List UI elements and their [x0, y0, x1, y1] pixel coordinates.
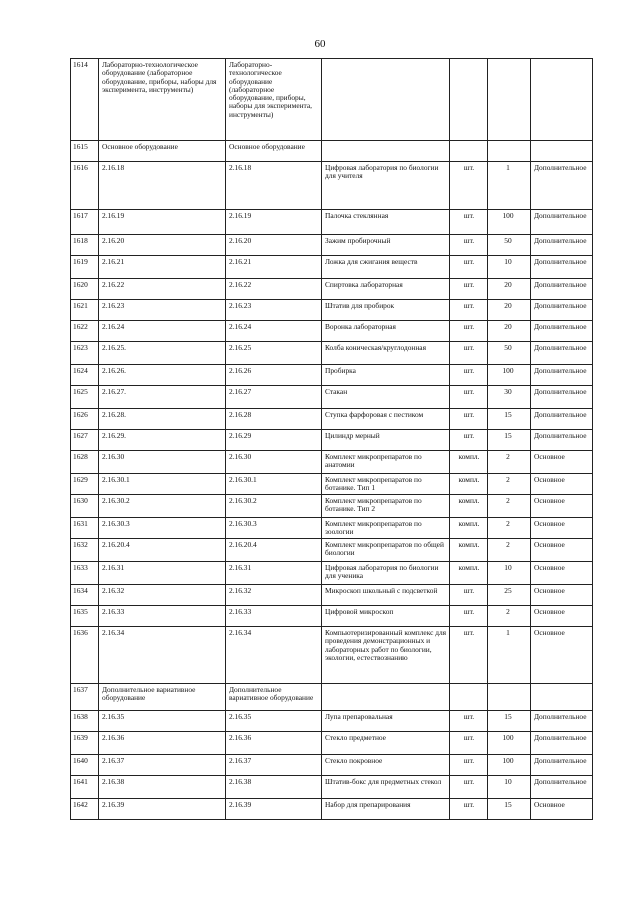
table-body: [71, 59, 593, 820]
unit-cell: шт.: [450, 755, 488, 776]
item-name-cell: Цилиндр мерный: [322, 430, 450, 451]
quantity-cell: 15: [488, 711, 531, 732]
quantity-cell: 10: [488, 256, 531, 279]
unit-cell: компл.: [450, 451, 488, 474]
row-number-cell: 1630: [71, 495, 99, 518]
row-number-cell: 1614: [71, 59, 99, 141]
row-number-cell: 1639: [71, 732, 99, 755]
unit-cell: шт.: [450, 162, 488, 210]
unit-cell: шт.: [450, 256, 488, 279]
table-row: [71, 495, 593, 518]
equipment-type-cell: Основное: [531, 627, 593, 684]
section-code-cell: 2.16.30.3: [99, 518, 226, 539]
item-name-cell: Комплект микропрепаратов по анатомии: [322, 451, 450, 474]
item-name-cell: Комплект микропрепаратов по ботанике. Тип 2: [322, 495, 450, 518]
equipment-type-cell: Дополнительное: [531, 162, 593, 210]
standard-code-cell: 2.16.20.4: [226, 539, 322, 562]
section-code-cell: Дополнительное вариативное оборудование: [99, 684, 226, 711]
row-number-cell: 1622: [71, 321, 99, 342]
standard-code-cell: Основное оборудование: [226, 141, 322, 162]
unit-cell: шт.: [450, 365, 488, 386]
standard-code-cell: 2.16.34: [226, 627, 322, 684]
table-row: [71, 342, 593, 365]
row-number-cell: 1621: [71, 300, 99, 321]
unit-cell: компл.: [450, 518, 488, 539]
section-code-cell: 2.16.24: [99, 321, 226, 342]
table-row: [71, 518, 593, 539]
equipment-type-cell: [531, 684, 593, 711]
row-number-cell: 1626: [71, 409, 99, 430]
equipment-type-cell: Дополнительное: [531, 365, 593, 386]
table-row: [71, 235, 593, 256]
item-name-cell: Цифровая лаборатория по биологии для учителя: [322, 162, 450, 210]
row-number-cell: 1615: [71, 141, 99, 162]
equipment-type-cell: Дополнительное: [531, 732, 593, 755]
section-code-cell: 2.16.33: [99, 606, 226, 627]
unit-cell: компл.: [450, 539, 488, 562]
table-row: [71, 279, 593, 300]
quantity-cell: 2: [488, 495, 531, 518]
item-name-cell: Ступка фарфоровая с пестиком: [322, 409, 450, 430]
quantity-cell: 2: [488, 606, 531, 627]
quantity-cell: 2: [488, 451, 531, 474]
standard-code-cell: 2.16.30.2: [226, 495, 322, 518]
standard-code-cell: 2.16.24: [226, 321, 322, 342]
quantity-cell: 2: [488, 539, 531, 562]
quantity-cell: [488, 141, 531, 162]
item-name-cell: Комплект микропрепаратов по ботанике. Тип 1: [322, 474, 450, 495]
unit-cell: шт.: [450, 799, 488, 820]
standard-code-cell: 2.16.19: [226, 210, 322, 235]
item-name-cell: [322, 684, 450, 711]
quantity-cell: 2: [488, 474, 531, 495]
section-code-cell: 2.16.36: [99, 732, 226, 755]
row-number-cell: 1624: [71, 365, 99, 386]
section-code-cell: 2.16.38: [99, 776, 226, 799]
quantity-cell: 50: [488, 235, 531, 256]
section-code-cell: 2.16.34: [99, 627, 226, 684]
table-row: [71, 141, 593, 162]
table-row: [71, 409, 593, 430]
table-row: [71, 300, 593, 321]
unit-cell: [450, 59, 488, 141]
row-number-cell: 1625: [71, 386, 99, 409]
row-number-cell: 1641: [71, 776, 99, 799]
standard-code-cell: 2.16.30: [226, 451, 322, 474]
unit-cell: шт.: [450, 585, 488, 606]
standard-code-cell: 2.16.29: [226, 430, 322, 451]
equipment-type-cell: [531, 59, 593, 141]
standard-code-cell: 2.16.21: [226, 256, 322, 279]
row-number-cell: 1636: [71, 627, 99, 684]
item-name-cell: Пробирка: [322, 365, 450, 386]
section-code-cell: 2.16.22: [99, 279, 226, 300]
table-row: [71, 59, 593, 141]
quantity-cell: 100: [488, 755, 531, 776]
standard-code-cell: 2.16.38: [226, 776, 322, 799]
table-row: [71, 562, 593, 585]
quantity-cell: 50: [488, 342, 531, 365]
item-name-cell: [322, 141, 450, 162]
equipment-type-cell: Дополнительное: [531, 430, 593, 451]
equipment-type-cell: Дополнительное: [531, 321, 593, 342]
section-code-cell: 2.16.30.1: [99, 474, 226, 495]
table-row: [71, 162, 593, 210]
item-name-cell: Цифровая лаборатория по биологии для ученика: [322, 562, 450, 585]
table-row: [71, 210, 593, 235]
row-number-cell: 1619: [71, 256, 99, 279]
equipment-type-cell: Дополнительное: [531, 256, 593, 279]
section-code-cell: 2.16.18: [99, 162, 226, 210]
unit-cell: шт.: [450, 627, 488, 684]
item-name-cell: Штатив для пробирок: [322, 300, 450, 321]
equipment-type-cell: [531, 141, 593, 162]
equipment-type-cell: Дополнительное: [531, 711, 593, 732]
standard-code-cell: Лабораторно-технологическое оборудование (лабораторное оборудование, приборы, наборы для эксперимента, инструменты): [226, 59, 322, 141]
equipment-type-cell: Дополнительное: [531, 279, 593, 300]
equipment-type-cell: Основное: [531, 451, 593, 474]
standard-code-cell: 2.16.28: [226, 409, 322, 430]
equipment-type-cell: Основное: [531, 495, 593, 518]
item-name-cell: Воронка лабораторная: [322, 321, 450, 342]
row-number-cell: 1632: [71, 539, 99, 562]
section-code-cell: 2.16.29.: [99, 430, 226, 451]
table-row: [71, 711, 593, 732]
table-row: [71, 321, 593, 342]
row-number-cell: 1631: [71, 518, 99, 539]
equipment-type-cell: Дополнительное: [531, 210, 593, 235]
item-name-cell: [322, 59, 450, 141]
unit-cell: шт.: [450, 235, 488, 256]
table-row: [71, 430, 593, 451]
item-name-cell: Колба коническая/круглодонная: [322, 342, 450, 365]
section-code-cell: 2.16.31: [99, 562, 226, 585]
row-number-cell: 1637: [71, 684, 99, 711]
quantity-cell: 20: [488, 321, 531, 342]
item-name-cell: Цифровой микроскоп: [322, 606, 450, 627]
unit-cell: шт.: [450, 279, 488, 300]
quantity-cell: 15: [488, 430, 531, 451]
unit-cell: шт.: [450, 732, 488, 755]
row-number-cell: 1617: [71, 210, 99, 235]
section-code-cell: Основное оборудование: [99, 141, 226, 162]
row-number-cell: 1635: [71, 606, 99, 627]
standard-code-cell: 2.16.18: [226, 162, 322, 210]
row-number-cell: 1640: [71, 755, 99, 776]
equipment-type-cell: Основное: [531, 799, 593, 820]
equipment-type-cell: Основное: [531, 539, 593, 562]
standard-code-cell: 2.16.36: [226, 732, 322, 755]
standard-code-cell: 2.16.39: [226, 799, 322, 820]
row-number-cell: 1620: [71, 279, 99, 300]
quantity-cell: 100: [488, 732, 531, 755]
unit-cell: шт.: [450, 210, 488, 235]
equipment-type-cell: Дополнительное: [531, 409, 593, 430]
quantity-cell: 100: [488, 365, 531, 386]
standard-code-cell: 2.16.35: [226, 711, 322, 732]
quantity-cell: 30: [488, 386, 531, 409]
section-code-cell: 2.16.21: [99, 256, 226, 279]
row-number-cell: 1642: [71, 799, 99, 820]
section-code-cell: 2.16.19: [99, 210, 226, 235]
quantity-cell: 15: [488, 799, 531, 820]
row-number-cell: 1633: [71, 562, 99, 585]
item-name-cell: Микроскоп школьный с подсветкой: [322, 585, 450, 606]
section-code-cell: 2.16.25.: [99, 342, 226, 365]
row-number-cell: 1634: [71, 585, 99, 606]
standard-code-cell: 2.16.25: [226, 342, 322, 365]
table-row: [71, 539, 593, 562]
standard-code-cell: 2.16.32: [226, 585, 322, 606]
table-row: [71, 755, 593, 776]
item-name-cell: Набор для препарирования: [322, 799, 450, 820]
equipment-type-cell: Дополнительное: [531, 755, 593, 776]
row-number-cell: 1616: [71, 162, 99, 210]
equipment-type-cell: Основное: [531, 562, 593, 585]
item-name-cell: Стакан: [322, 386, 450, 409]
section-code-cell: 2.16.35: [99, 711, 226, 732]
unit-cell: [450, 684, 488, 711]
item-name-cell: Спиртовка лабораторная: [322, 279, 450, 300]
unit-cell: компл.: [450, 562, 488, 585]
quantity-cell: 10: [488, 562, 531, 585]
equipment-type-cell: Дополнительное: [531, 235, 593, 256]
item-name-cell: Штатив-бокс для предметных стекол: [322, 776, 450, 799]
quantity-cell: 25: [488, 585, 531, 606]
table-row: [71, 256, 593, 279]
item-name-cell: Стекло покровное: [322, 755, 450, 776]
unit-cell: шт.: [450, 342, 488, 365]
standard-code-cell: 2.16.30.1: [226, 474, 322, 495]
unit-cell: шт.: [450, 386, 488, 409]
unit-cell: шт.: [450, 776, 488, 799]
row-number-cell: 1629: [71, 474, 99, 495]
standard-code-cell: 2.16.26: [226, 365, 322, 386]
table-row: [71, 606, 593, 627]
quantity-cell: 20: [488, 279, 531, 300]
table-row: [71, 684, 593, 711]
item-name-cell: Комплект микропрепаратов по зоологии: [322, 518, 450, 539]
equipment-type-cell: Дополнительное: [531, 300, 593, 321]
standard-code-cell: 2.16.23: [226, 300, 322, 321]
unit-cell: шт.: [450, 430, 488, 451]
unit-cell: шт.: [450, 711, 488, 732]
equipment-table: [70, 58, 593, 820]
row-number-cell: 1628: [71, 451, 99, 474]
unit-cell: компл.: [450, 495, 488, 518]
item-name-cell: Ложка для сжигания веществ: [322, 256, 450, 279]
equipment-type-cell: Основное: [531, 518, 593, 539]
item-name-cell: Лупа препаровальная: [322, 711, 450, 732]
quantity-cell: 15: [488, 409, 531, 430]
section-code-cell: 2.16.37: [99, 755, 226, 776]
table-row: [71, 627, 593, 684]
unit-cell: шт.: [450, 321, 488, 342]
standard-code-cell: 2.16.37: [226, 755, 322, 776]
table-row: [71, 776, 593, 799]
section-code-cell: 2.16.20.4: [99, 539, 226, 562]
table-row: [71, 585, 593, 606]
equipment-type-cell: Дополнительное: [531, 386, 593, 409]
section-code-cell: 2.16.30: [99, 451, 226, 474]
quantity-cell: [488, 684, 531, 711]
standard-code-cell: 2.16.31: [226, 562, 322, 585]
equipment-type-cell: Дополнительное: [531, 342, 593, 365]
item-name-cell: Стекло предметное: [322, 732, 450, 755]
section-code-cell: 2.16.39: [99, 799, 226, 820]
equipment-type-cell: Основное: [531, 474, 593, 495]
table-row: [71, 799, 593, 820]
standard-code-cell: Дополнительное вариативное оборудование: [226, 684, 322, 711]
row-number-cell: 1627: [71, 430, 99, 451]
quantity-cell: [488, 59, 531, 141]
row-number-cell: 1618: [71, 235, 99, 256]
page-number: 60: [314, 38, 326, 50]
standard-code-cell: 2.16.22: [226, 279, 322, 300]
standard-code-cell: 2.16.30.3: [226, 518, 322, 539]
table-row: [71, 451, 593, 474]
quantity-cell: 2: [488, 518, 531, 539]
equipment-type-cell: Основное: [531, 585, 593, 606]
quantity-cell: 20: [488, 300, 531, 321]
standard-code-cell: 2.16.27: [226, 386, 322, 409]
quantity-cell: 1: [488, 627, 531, 684]
table-row: [71, 732, 593, 755]
item-name-cell: Комплект микропрепаратов по общей биологии: [322, 539, 450, 562]
item-name-cell: Палочка стеклянная: [322, 210, 450, 235]
item-name-cell: Зажим пробирочный: [322, 235, 450, 256]
equipment-type-cell: Основное: [531, 606, 593, 627]
section-code-cell: 2.16.20: [99, 235, 226, 256]
item-name-cell: Компьютеризированный комплекс для проведения демонстрационных и лабораторных работ по биологии, экологии, естествознанию: [322, 627, 450, 684]
unit-cell: компл.: [450, 474, 488, 495]
table-row: [71, 474, 593, 495]
unit-cell: шт.: [450, 409, 488, 430]
section-code-cell: 2.16.32: [99, 585, 226, 606]
section-code-cell: Лабораторно-технологическое оборудование (лабораторное оборудование, приборы, наборы для эксперимента, инструменты): [99, 59, 226, 141]
standard-code-cell: 2.16.20: [226, 235, 322, 256]
row-number-cell: 1638: [71, 711, 99, 732]
unit-cell: [450, 141, 488, 162]
standard-code-cell: 2.16.33: [226, 606, 322, 627]
section-code-cell: 2.16.27.: [99, 386, 226, 409]
quantity-cell: 10: [488, 776, 531, 799]
section-code-cell: 2.16.26.: [99, 365, 226, 386]
unit-cell: шт.: [450, 300, 488, 321]
section-code-cell: 2.16.23: [99, 300, 226, 321]
quantity-cell: 1: [488, 162, 531, 210]
table-row: [71, 386, 593, 409]
unit-cell: шт.: [450, 606, 488, 627]
section-code-cell: 2.16.28.: [99, 409, 226, 430]
section-code-cell: 2.16.30.2: [99, 495, 226, 518]
quantity-cell: 100: [488, 210, 531, 235]
row-number-cell: 1623: [71, 342, 99, 365]
table-row: [71, 365, 593, 386]
equipment-type-cell: Дополнительное: [531, 776, 593, 799]
